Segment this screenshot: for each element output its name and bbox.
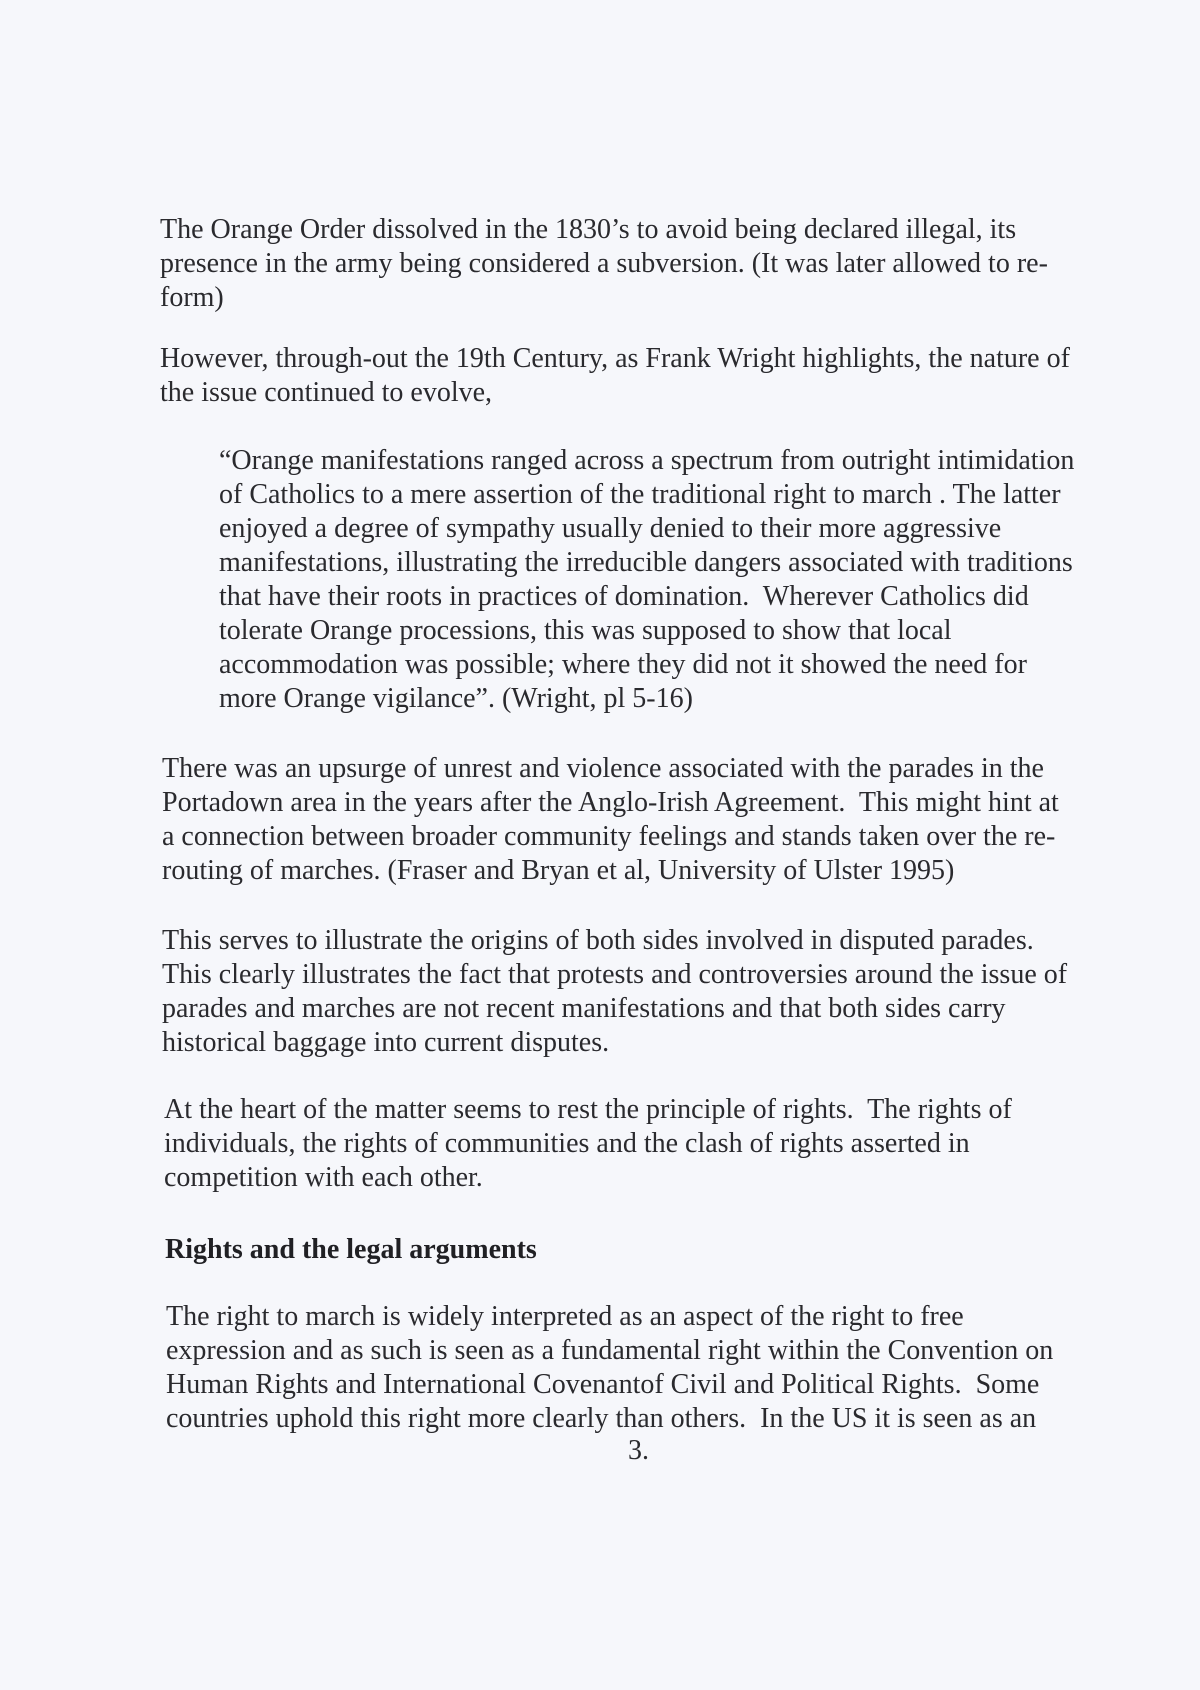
text-line: form) — [160, 282, 224, 313]
paragraph — [160, 213, 1048, 315]
quote-line: tolerate Orange processions, this was supposed to show that local — [219, 615, 952, 646]
text-line: However, through-out the 19th Century, as Frank Wright highlights, the nature of — [160, 343, 1070, 374]
text-line: routing of marches. (Fraser and Bryan et al, University of Ulster 1995) — [162, 855, 955, 886]
text-line: The right to march is widely interpreted as an aspect of the right to free — [166, 1301, 964, 1332]
paragraph — [164, 1093, 1012, 1195]
quote-line: accommodation was possible; where they did not it showed the need for — [219, 649, 1027, 680]
section-heading: Rights and the legal arguments — [165, 1234, 537, 1265]
text-line: historical baggage into current disputes. — [162, 1027, 610, 1058]
text-line: competition with each other. — [164, 1162, 483, 1193]
text-line: Human Rights and International Covenantof Civil and Political Rights. Some — [166, 1369, 1040, 1400]
text-line: countries uphold this right more clearly than others. In the US it is seen as an — [166, 1403, 1037, 1434]
quote-line: that have their roots in practices of domination. Wherever Catholics did — [219, 581, 1029, 612]
page-number: 3. — [628, 1435, 649, 1466]
paragraph — [160, 342, 1070, 410]
quote-line: more Orange vigilance”. (Wright, pl 5-16) — [219, 683, 693, 714]
text-line: This serves to illustrate the origins of both sides involved in disputed parades. — [162, 925, 1034, 956]
text-line: This clearly illustrates the fact that protests and controversies around the issue of — [162, 959, 1068, 990]
text-line: individuals, the rights of communities and the clash of rights asserted in — [164, 1128, 970, 1159]
paragraph — [162, 752, 1059, 888]
text-line: Portadown area in the years after the Anglo-Irish Agreement. This might hint at — [162, 787, 1059, 818]
text-line: presence in the army being considered a subversion. (It was later allowed to re- — [160, 248, 1048, 279]
text-line: The Orange Order dissolved in the 1830’s to avoid being declared illegal, its — [160, 214, 1017, 245]
quote-line: of Catholics to a mere assertion of the traditional right to march . The latter — [219, 479, 1061, 510]
paragraph — [162, 924, 1067, 1060]
text-line: At the heart of the matter seems to rest the principle of rights. The rights of — [164, 1094, 1012, 1125]
text-line: There was an upsurge of unrest and violence associated with the parades in the — [162, 753, 1044, 784]
text-line: parades and marches are not recent manifestations and that both sides carry — [162, 993, 1006, 1024]
quote-line: manifestations, illustrating the irreducible dangers associated with traditions — [219, 547, 1073, 578]
quote-line: “Orange manifestations ranged across a spectrum from outright intimidation — [219, 445, 1075, 476]
quote-line: enjoyed a degree of sympathy usually denied to their more aggressive — [219, 513, 1002, 544]
text-line: a connection between broader community feelings and stands taken over the re- — [162, 821, 1056, 852]
text-line: expression and as such is seen as a fundamental right within the Convention on — [166, 1335, 1054, 1366]
paragraph — [166, 1300, 1053, 1436]
block-quote — [219, 444, 1074, 716]
text-line: the issue continued to evolve, — [160, 377, 493, 408]
